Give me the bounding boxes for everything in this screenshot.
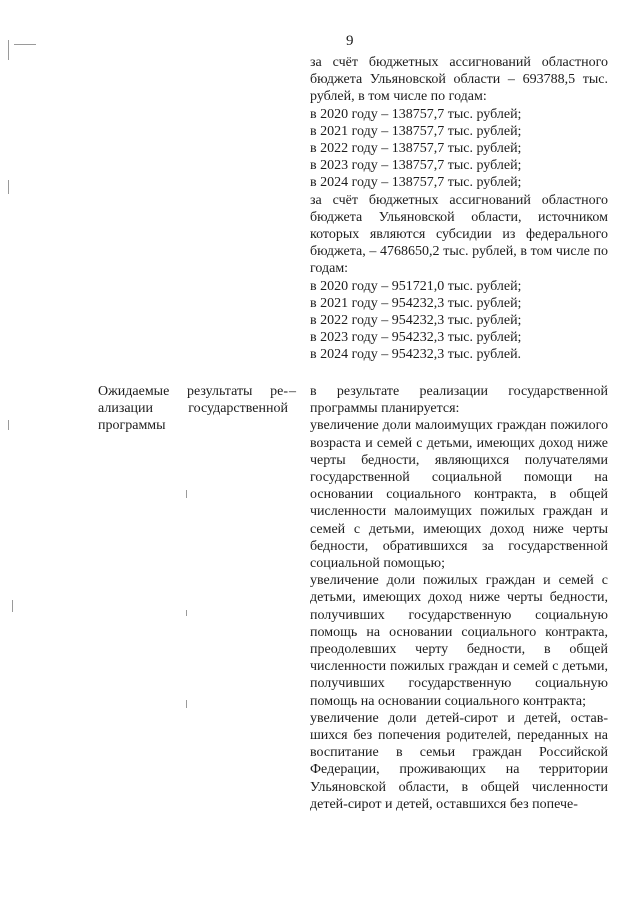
results-paragraph: увеличение доли малоимущих граждан пожилого возраста и семей с детьми, имеющих доход ниже черты бедности, являющихся получателями государственной социальной помощи на основании социального контракта, в общей численности малоимущих пожилых граждан и семей с детьми, имеющих доход ниже черты бедности, обратившихся за государственной социальной помощью;	[310, 418, 608, 572]
funding-year-line: в 2021 году – 954232,3 тыс. рублей;	[310, 295, 522, 311]
results-paragraph: увеличение доли детей-сирот и детей, оставшихся без попечения родителей, переданных на воспитание в семьи граждан Российской Федерации, проживающих на территории Ульяновской области, в общей численности детей-сирот и детей, оставшихся без попече-	[310, 710, 608, 812]
results-block	[310, 383, 608, 813]
funding-year-line: в 2020 году – 138757,7 тыс. рублей;	[310, 106, 522, 122]
funding-year-line: в 2022 году – 138757,7 тыс. рублей;	[310, 141, 522, 157]
results-dash: –	[289, 384, 296, 399]
scan-mark	[186, 610, 187, 616]
funding-year-line: в 2024 году – 138757,7 тыс. рублей;	[310, 175, 522, 191]
scan-mark	[186, 700, 187, 708]
funding-year-line: в 2021 году – 138757,7 тыс. рублей;	[310, 123, 522, 139]
funding-year-line: в 2022 году – 954232,3 тыс. рублей;	[310, 313, 522, 329]
results-label-cell	[98, 383, 288, 435]
scan-mark	[8, 40, 9, 60]
funding-paragraph: за счёт бюджетных ассигнований областного бюджета Ульяновской области – 693788,5 тыс. рублей, в том числе по годам:	[310, 55, 608, 105]
funding-year-line: в 2024 году – 954232,3 тыс. рублей.	[310, 347, 522, 363]
scan-mark	[186, 490, 187, 498]
page-number: 9	[346, 33, 354, 49]
scan-mark	[8, 180, 9, 194]
funding-block	[310, 54, 608, 364]
results-label: Ожидаемые результаты реализации государственной программы	[98, 384, 288, 434]
scan-mark	[14, 44, 36, 45]
scan-mark	[8, 420, 9, 430]
funding-year-line: в 2020 году – 951721,0 тыс. рублей;	[310, 278, 522, 294]
results-paragraph: увеличение доли пожилых граждан и семей с детьми, имеющих доход ниже черты бедности, получивших государственную социальную помощь на основании социального контракта, преодолевших черту бедности, в общей численности пожилых граждан и семей с детьми, получивших государственную социальную помощь на основании социального контракта;	[310, 573, 608, 709]
results-paragraph: в результате реализации государственной программы планируется:	[310, 384, 608, 417]
scan-mark	[12, 600, 13, 612]
funding-year-line: в 2023 году – 138757,7 тыс. рублей;	[310, 158, 522, 174]
funding-paragraph: за счёт бюджетных ассигнований областного бюджета Ульяновской области, источником которых являются субсидии из федерального бюджета, – 4768650,2 тыс. рублей, в том числе по годам:	[310, 192, 608, 277]
funding-year-line: в 2023 году – 954232,3 тыс. рублей;	[310, 330, 522, 346]
